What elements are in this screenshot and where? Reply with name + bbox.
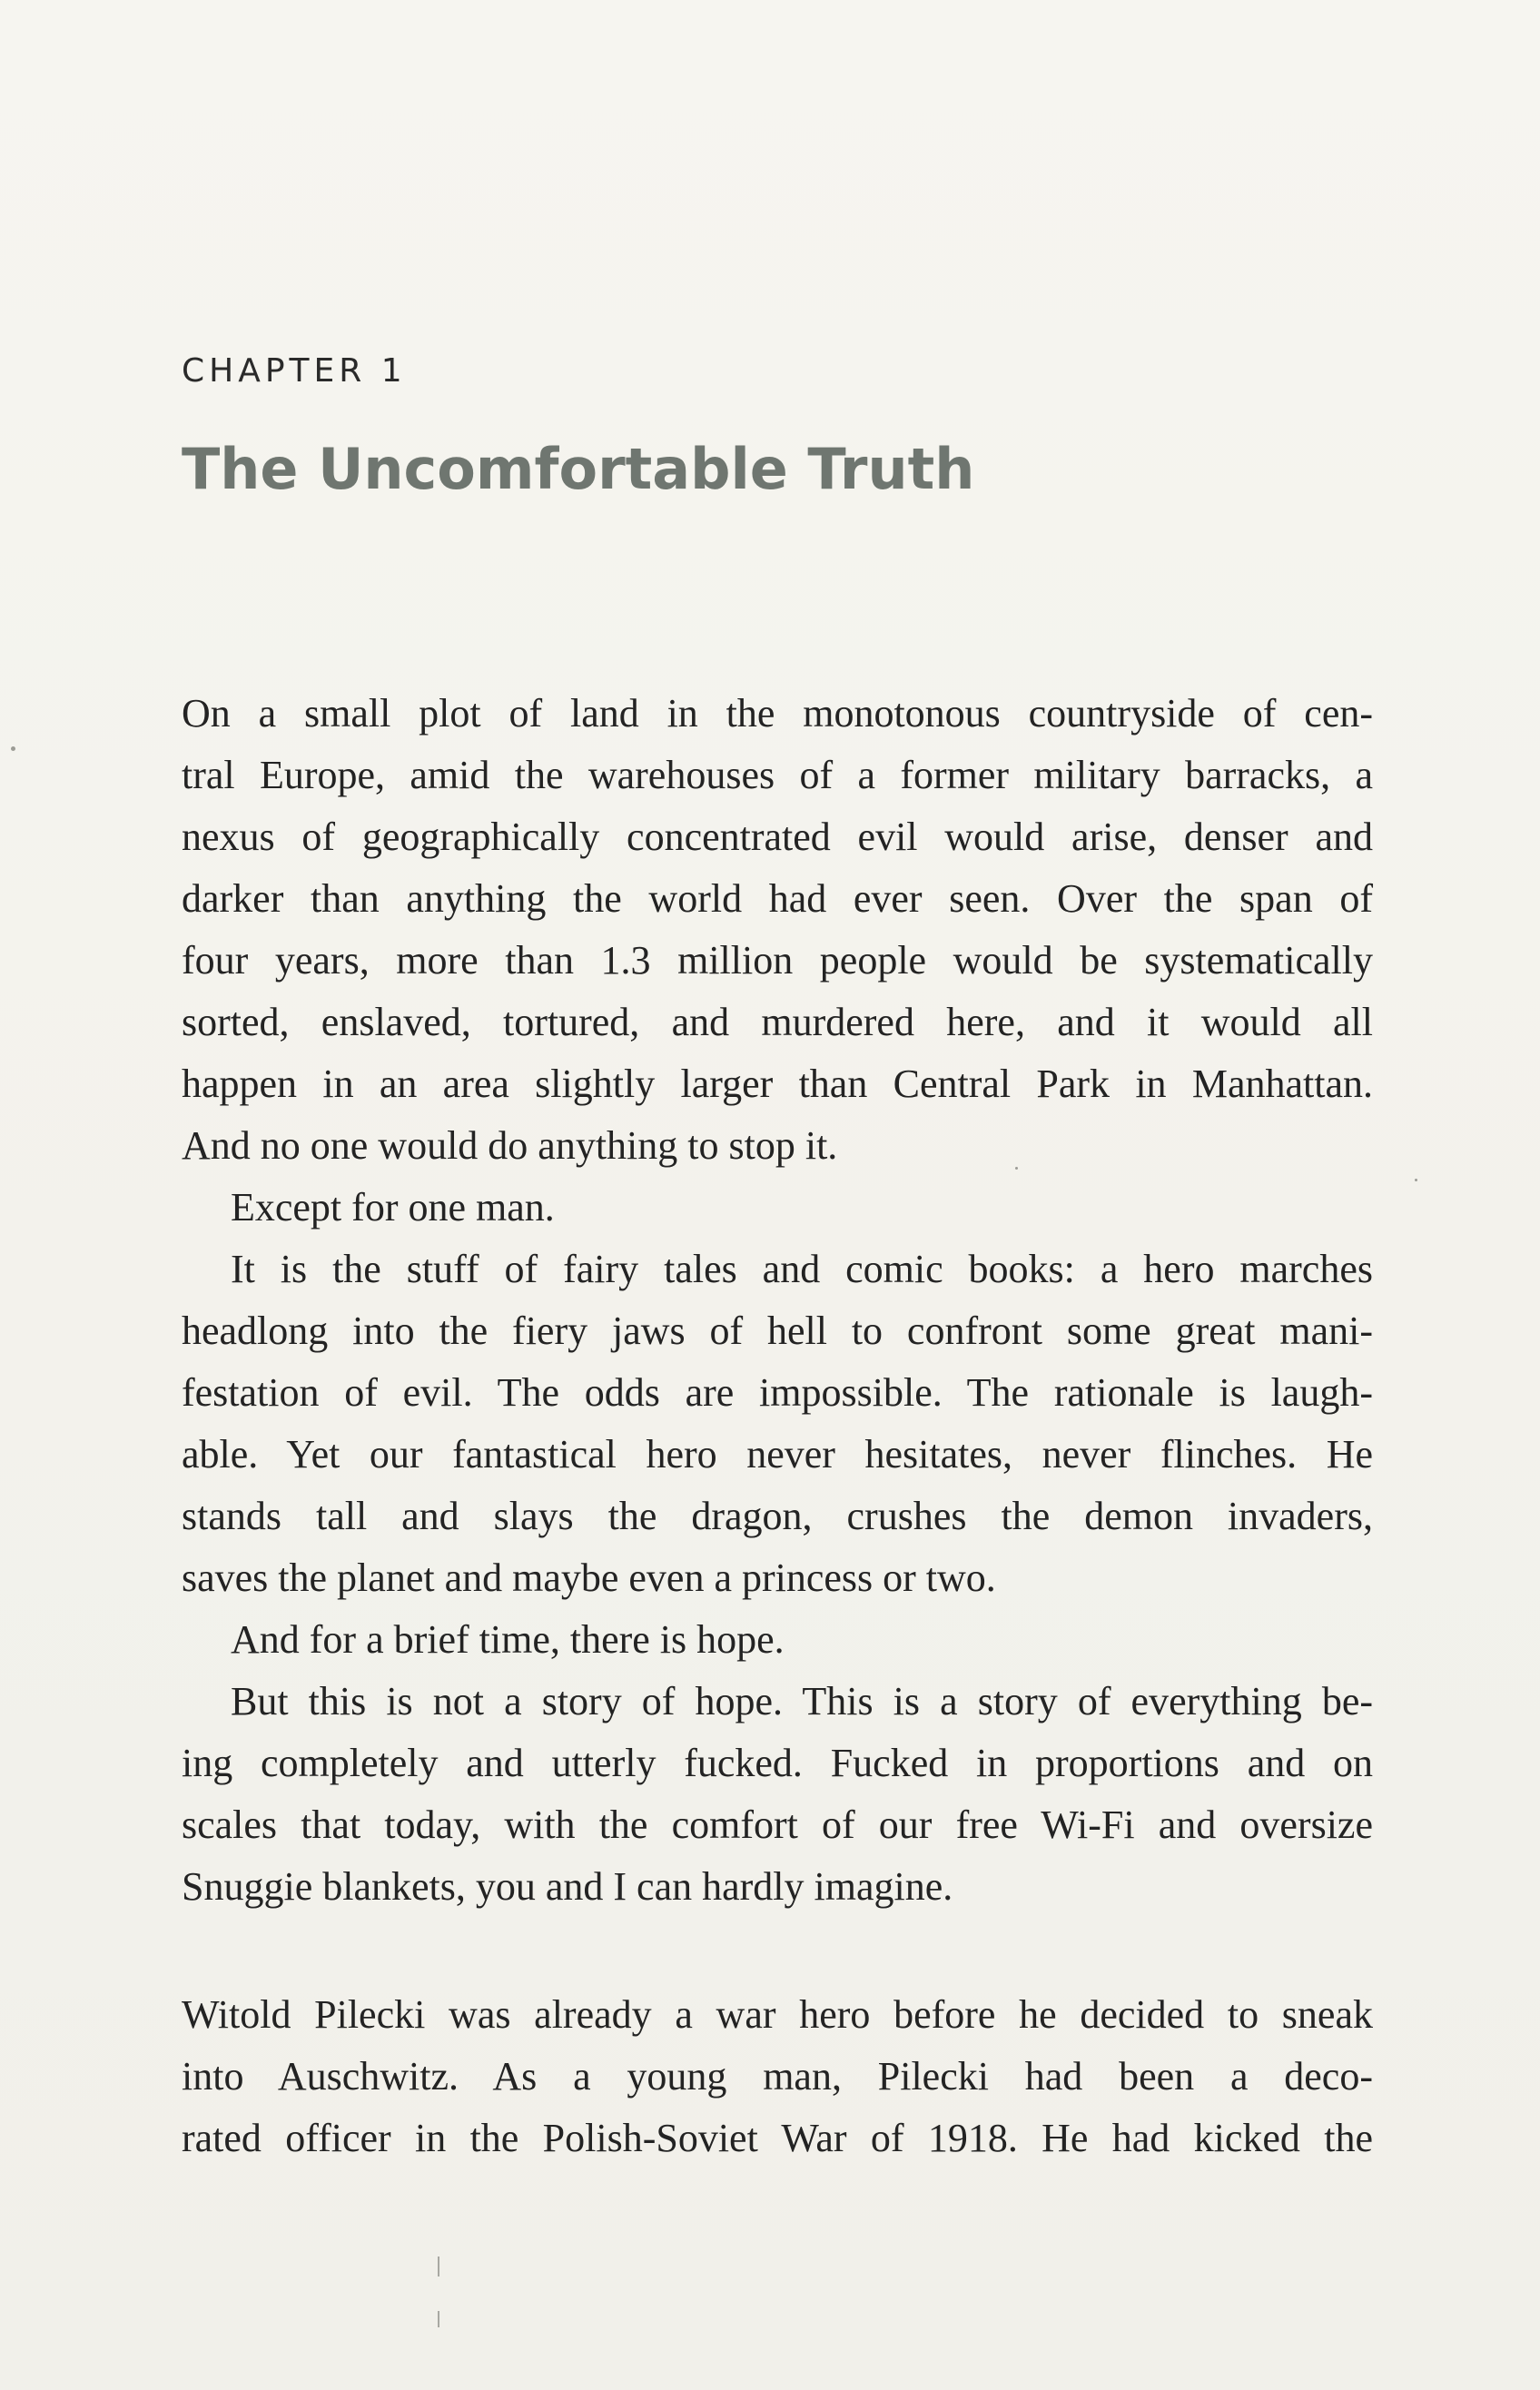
paragraph-line: able. Yet our fantastical hero never hesitates, never flinches. He [182, 1432, 1373, 1476]
scan-speck [11, 746, 15, 751]
paragraph-line: On a small plot of land in the monotonous countryside of cen- [182, 691, 1373, 736]
paragraph-line: ing completely and utterly fucked. Fucked in proportions and on [182, 1741, 1373, 1785]
chapter-label: CHAPTER 1 [182, 352, 407, 390]
paragraph-line: And for a brief time, there is hope. [231, 1617, 785, 1662]
paragraph-line: into Auschwitz. As a young man, Pilecki had been a deco- [182, 2054, 1373, 2099]
paragraph-line: festation of evil. The odds are impossible. The rationale is laugh- [182, 1370, 1373, 1415]
paragraph-line: happen in an area slightly larger than Central Park in Manhattan. [182, 1062, 1373, 1106]
paragraph-line: tral Europe, amid the warehouses of a former military barracks, a [182, 753, 1373, 797]
paragraph-line: Witold Pilecki was already a war hero before he decided to sneak [182, 1992, 1373, 2037]
paragraph-line: Except for one man. [231, 1185, 555, 1230]
paragraph-line: darker than anything the world had ever seen. Over the span of [182, 876, 1373, 921]
body-section-1 [182, 683, 1373, 1918]
scan-speck [1015, 1167, 1018, 1170]
chapter-title: The Uncomfortable Truth [182, 436, 975, 502]
paragraph-line: And no one would do anything to stop it. [182, 1123, 838, 1168]
paragraph-line: But this is not a story of hope. This is a story of everything be- [231, 1679, 1373, 1723]
paragraph-line: Snuggie blankets, you and I can hardly imagine. [182, 1864, 953, 1909]
paragraph-line: rated officer in the Polish-Soviet War of 1918. He had kicked the [182, 2116, 1373, 2160]
paragraph-line: nexus of geographically concentrated evil would arise, denser and [182, 815, 1373, 859]
paragraph-line: scales that today, with the comfort of our free Wi-Fi and oversize [182, 1802, 1373, 1847]
paragraph-line: sorted, enslaved, tortured, and murdered here, and it would all [182, 1000, 1373, 1044]
paragraph-line: four years, more than 1.3 million people would be systematically [182, 938, 1373, 983]
paragraph-line: It is the stuff of fairy tales and comic books: a hero marches [231, 1247, 1373, 1291]
scan-mark [438, 2311, 439, 2327]
scan-speck [1415, 1179, 1417, 1181]
body-section-2 [182, 1984, 1373, 2169]
paragraph-line: headlong into the fiery jaws of hell to confront some great mani- [182, 1309, 1373, 1353]
paragraph-line: stands tall and slays the dragon, crushes the demon invaders, [182, 1494, 1373, 1538]
scan-mark [438, 2257, 439, 2276]
paragraph-line: saves the planet and maybe even a princess or two. [182, 1555, 996, 1600]
